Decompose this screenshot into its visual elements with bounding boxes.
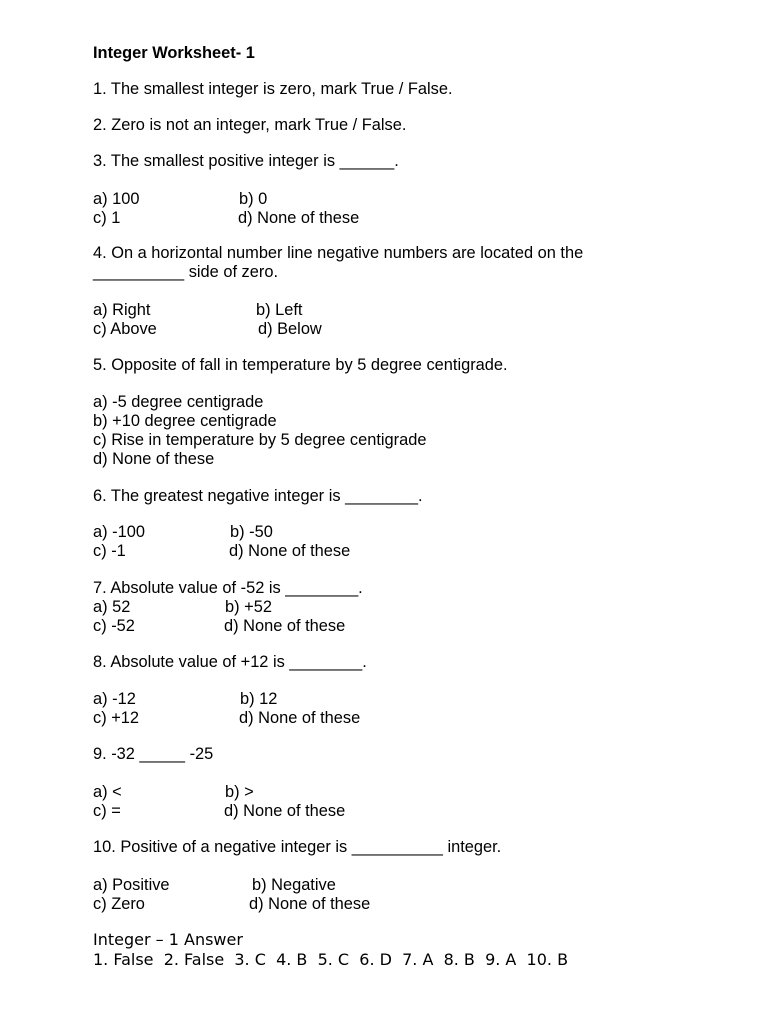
q6-option-a: a) -100: [93, 523, 145, 541]
q6-option-c: c) -1: [93, 542, 126, 560]
q3-option-b: b) 0: [239, 190, 268, 208]
answer-key: 1. False 2. False 3. C 4. B 5. C 6. D 7. A 8. B 9. A 10. B: [93, 950, 569, 969]
q4-option-a: a) Right: [93, 301, 151, 319]
q7-option-b: b) +52: [225, 598, 272, 616]
q3-option-a: a) 100: [93, 190, 140, 208]
q3-option-c: c) 1: [93, 209, 121, 227]
q9-option-d: d) None of these: [224, 802, 346, 820]
answer-title: Integer – 1 Answer: [93, 930, 243, 949]
question-7: 7. Absolute value of -52 is ________.: [93, 579, 363, 597]
q10-option-c: c) Zero: [93, 895, 145, 913]
question-3: 3. The smallest positive integer is ______.: [93, 152, 399, 170]
question-6: 6. The greatest negative integer is ________.: [93, 487, 423, 505]
q3-option-d: d) None of these: [238, 209, 360, 227]
q10-option-a: a) Positive: [93, 876, 170, 894]
question-8: 8. Absolute value of +12 is ________.: [93, 653, 367, 671]
q7-option-d: d) None of these: [224, 617, 346, 635]
q4-option-b: b) Left: [256, 301, 303, 319]
q8-option-b: b) 12: [240, 690, 278, 708]
q9-option-c: c) =: [93, 802, 121, 820]
question-10: 10. Positive of a negative integer is __________ integer.: [93, 838, 502, 856]
q5-option-b: b) +10 degree centigrade: [93, 412, 277, 430]
question-5: 5. Opposite of fall in temperature by 5 degree centigrade.: [93, 356, 508, 374]
q9-option-b: b) >: [225, 783, 254, 801]
q8-option-d: d) None of these: [239, 709, 361, 727]
q4-option-c: c) Above: [93, 320, 157, 338]
q10-option-b: b) Negative: [252, 876, 336, 894]
q8-option-c: c) +12: [93, 709, 140, 727]
q7-option-a: a) 52: [93, 598, 131, 616]
question-4: 4. On a horizontal number line negative numbers are located on the: [93, 244, 584, 262]
q6-option-d: d) None of these: [229, 542, 351, 560]
question-1: 1. The smallest integer is zero, mark True / False.: [93, 80, 453, 98]
q4-option-d: d) Below: [258, 320, 322, 338]
worksheet-title: Integer Worksheet- 1: [93, 44, 255, 62]
q6-option-b: b) -50: [230, 523, 273, 541]
question-4-continued: __________ side of zero.: [93, 263, 278, 281]
q5-option-d: d) None of these: [93, 450, 215, 468]
q9-option-a: a) <: [93, 783, 122, 801]
q5-option-c: c) Rise in temperature by 5 degree centigrade: [93, 431, 427, 449]
question-9: 9. -32 _____ -25: [93, 745, 214, 763]
q7-option-c: c) -52: [93, 617, 135, 635]
q5-option-a: a) -5 degree centigrade: [93, 393, 264, 411]
q10-option-d: d) None of these: [249, 895, 371, 913]
question-2: 2. Zero is not an integer, mark True / False.: [93, 116, 407, 134]
q8-option-a: a) -12: [93, 690, 136, 708]
